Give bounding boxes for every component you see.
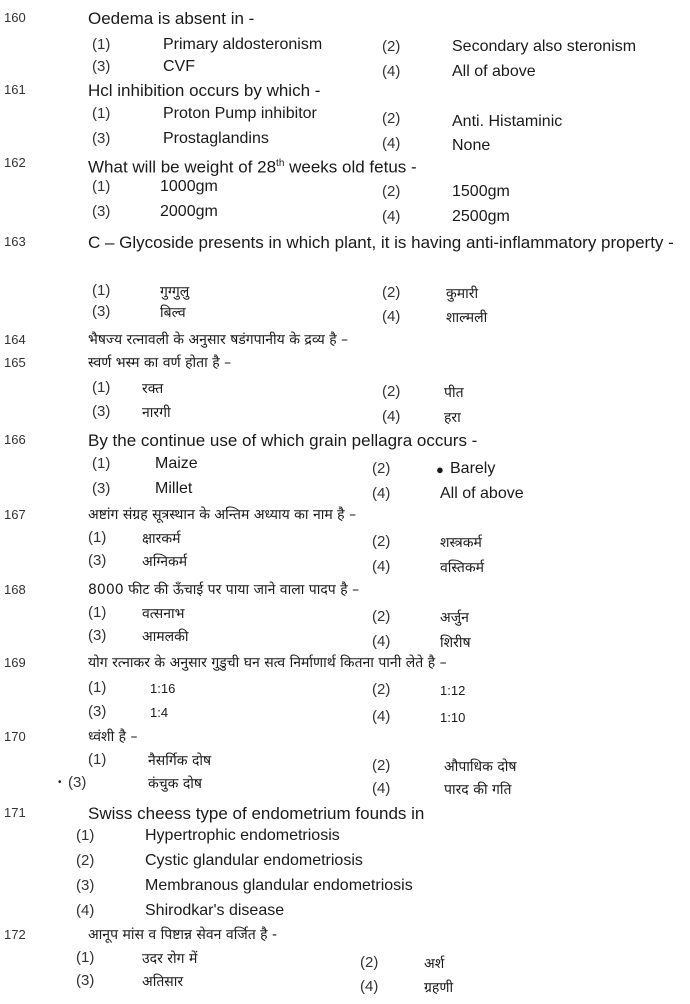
option-1-text: 1000gm xyxy=(160,178,218,195)
option-4-text: 2500gm xyxy=(452,208,510,225)
option-2: (2) xyxy=(372,681,391,698)
option-3: (3) xyxy=(92,303,111,320)
option-2: (2) xyxy=(372,608,391,625)
option-3: (3) xyxy=(92,203,111,220)
option-2: (2) xyxy=(382,183,401,200)
option-4-text: 1:10 xyxy=(440,710,466,725)
option-4-text: All of above xyxy=(440,485,524,502)
option-4-text: हरा xyxy=(444,410,461,426)
option-3-text: नारगी xyxy=(142,405,171,421)
option-2-text: पीत xyxy=(444,385,464,401)
question-text: स्वर्ण भस्म का वर्ण होता है – xyxy=(88,355,232,371)
option-4: (4) xyxy=(372,633,391,650)
option-1-text: Proton Pump inhibitor xyxy=(163,105,317,122)
question-number: 171 xyxy=(4,805,26,820)
question-text: 8000 फीट की ऊँचाई पर पाया जाने वाला पादप है – xyxy=(88,582,360,598)
option-4: (4) xyxy=(360,978,379,995)
option-4-text: ग्रहणी xyxy=(424,980,454,996)
option-1: (1) xyxy=(92,105,111,122)
question-number: 160 xyxy=(4,10,26,25)
option-1-text: Hypertrophic endometriosis xyxy=(145,827,340,844)
option-3: (3) xyxy=(88,703,107,720)
option-1-text: उदर रोग में xyxy=(142,951,198,967)
question-number: 172 xyxy=(4,927,26,942)
option-4: (4) xyxy=(372,485,391,502)
question-number: 164 xyxy=(4,332,26,347)
option-3-text: 1:4 xyxy=(150,705,169,720)
option-4: (4) xyxy=(372,780,391,797)
option-1-text: वत्सनाभ xyxy=(142,606,185,622)
option-2-text: औपाधिक दोष xyxy=(444,759,517,775)
option-2-text: Secondary also steronism xyxy=(452,38,637,55)
question-number: 163 xyxy=(4,234,26,249)
question-text: Oedema is absent in - xyxy=(88,9,255,28)
option-1: (1) xyxy=(88,529,107,546)
option-1-text: रक्त xyxy=(142,381,164,397)
option-1-text: गुग्गुलु xyxy=(160,284,190,300)
option-2: (2) xyxy=(382,284,401,301)
option-3-text: कंचुक दोष xyxy=(148,776,202,792)
option-4: (4) xyxy=(382,63,401,80)
option-3: (3) xyxy=(92,58,111,75)
option-3-text: अतिसार xyxy=(142,974,184,990)
option-2: (2) xyxy=(76,852,95,869)
option-4-text: वस्तिकर्म xyxy=(440,560,484,576)
option-1: (1) xyxy=(92,455,111,472)
option-2-text: कुमारी xyxy=(446,286,479,302)
question-text: अष्टांग संग्रह सूत्रस्थान के अन्तिम अध्याय का नाम है – xyxy=(88,507,357,523)
option-3: (3) xyxy=(92,403,111,420)
option-2: (2) xyxy=(382,383,401,400)
question-number: 168 xyxy=(4,582,26,597)
option-3: (3) xyxy=(88,627,107,644)
option-3-text: Prostaglandins xyxy=(163,130,269,147)
option-2: (2) xyxy=(372,460,391,477)
option-4-text: शिरीष xyxy=(440,635,471,651)
question-number: 166 xyxy=(4,432,26,447)
question-number: 167 xyxy=(4,507,26,522)
option-1-text: 1:16 xyxy=(150,681,176,696)
option-4-text: शाल्मली xyxy=(446,310,488,326)
option-2: (2) xyxy=(382,110,401,127)
option-3: (3) xyxy=(92,130,111,147)
question-number: 162 xyxy=(4,155,26,170)
option-1: (1) xyxy=(76,827,95,844)
option-4: (4) xyxy=(382,135,401,152)
option-3-text: अग्निकर्म xyxy=(142,554,188,570)
ink-dot-mark: ● xyxy=(436,462,444,477)
option-2-text: Cystic glandular endometriosis xyxy=(145,852,363,869)
option-4-text: Shirodkar's disease xyxy=(145,902,285,919)
option-3-text: Millet xyxy=(155,480,193,497)
option-1: (1) xyxy=(88,604,107,621)
question-text: आनूप मांस व पिष्टान्न सेवन वर्जित है - xyxy=(88,927,278,943)
option-3: (3) xyxy=(76,877,95,894)
option-2-text: शस्त्रकर्म xyxy=(440,535,482,551)
option-4: (4) xyxy=(382,208,401,225)
option-1-text: नैसर्गिक दोष xyxy=(148,753,212,769)
option-1: (1) xyxy=(92,379,111,396)
question-number: 165 xyxy=(4,355,26,370)
question-number: 161 xyxy=(4,82,26,97)
option-4-text: None xyxy=(452,137,491,154)
option-1-text: क्षारकर्म xyxy=(142,531,181,547)
option-2-text: Barely xyxy=(450,460,496,477)
option-2-text: Anti. Histaminic xyxy=(452,113,563,130)
option-2: (2) xyxy=(372,757,391,774)
option-1: (1) xyxy=(92,36,111,53)
question-text: भैषज्य रत्नावली के अनुसार षडंगपानीय के द्रव्य है – xyxy=(88,332,349,348)
question-text: Hcl inhibition occurs by which - xyxy=(88,81,321,100)
option-3: (3) xyxy=(88,552,107,569)
option-4-text: पारद की गति xyxy=(444,782,512,798)
ink-dot-mark: • xyxy=(58,777,62,788)
question-number: 169 xyxy=(4,655,26,670)
option-3-text: CVF xyxy=(163,58,195,75)
option-2-text: 1:12 xyxy=(440,683,466,698)
question-text: Swiss cheess type of endometrium founds in xyxy=(88,804,425,823)
question-text: What will be weight of 28th weeks old fetus - xyxy=(88,157,417,177)
question-text: By the continue use of which grain pellagra occurs - xyxy=(88,431,478,450)
option-4: (4) xyxy=(372,708,391,725)
question-number: 170 xyxy=(4,729,26,744)
option-4-text: All of above xyxy=(452,63,536,80)
option-1: (1) xyxy=(88,679,107,696)
option-1: (1) xyxy=(92,178,111,195)
option-3: (3) xyxy=(92,480,111,497)
option-4: (4) xyxy=(382,408,401,425)
option-3-text: बिल्व xyxy=(160,305,186,321)
option-3-text: Membranous glandular endometriosis xyxy=(145,877,413,894)
option-2: (2) xyxy=(372,533,391,550)
option-2: (2) xyxy=(382,38,401,55)
option-3: (3) xyxy=(68,774,87,791)
option-1: (1) xyxy=(88,751,107,768)
question-text: योग रत्नाकर के अनुसार गुडुची घन सत्व निर्माणार्थ कितना पानी लेते है – xyxy=(88,655,447,671)
option-4: (4) xyxy=(76,902,95,919)
option-1: (1) xyxy=(76,949,95,966)
option-2-text: अर्जुन xyxy=(440,610,469,626)
option-2-text: अर्श xyxy=(424,956,445,972)
option-1-text: Maize xyxy=(155,455,198,472)
option-4: (4) xyxy=(372,558,391,575)
option-3: (3) xyxy=(76,972,95,989)
option-4: (4) xyxy=(382,308,401,325)
option-1-text: Primary aldosteronism xyxy=(163,36,323,53)
question-text: ध्वंशी है – xyxy=(88,729,138,745)
option-3-text: आमलकी xyxy=(142,629,189,645)
question-text: C – Glycoside presents in which plant, it is having anti-inflammatory property - xyxy=(88,233,674,252)
option-1: (1) xyxy=(92,282,111,299)
option-2: (2) xyxy=(360,954,379,971)
option-2-text: 1500gm xyxy=(452,183,510,200)
option-3-text: 2000gm xyxy=(160,203,218,220)
